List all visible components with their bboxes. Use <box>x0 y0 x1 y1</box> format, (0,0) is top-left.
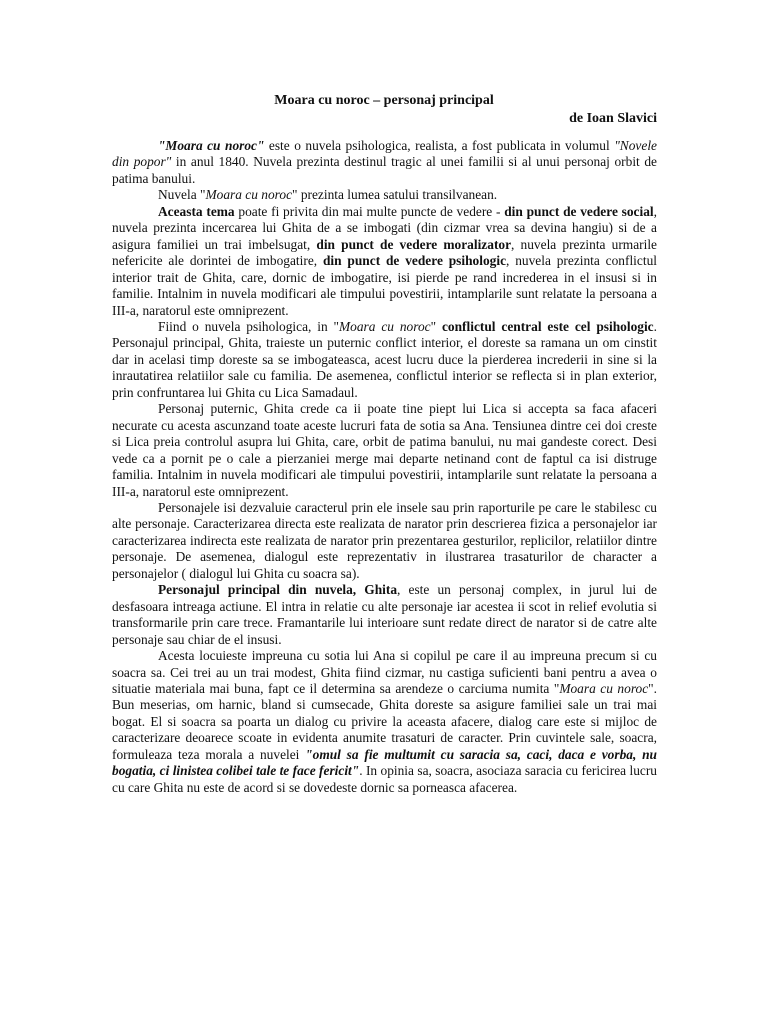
text-run: " prezinta lumea satului transilvanean. <box>292 187 498 203</box>
paragraph <box>112 319 657 401</box>
text-run: . Personajul principal, Ghita, traieste un puternic conflict interior, el doreste sa ramana un om cinstit dar in acelasi timp doreste sa se imbogateasca, acest lucru duce la pierderea increderii in sine si la inrautatirea relatiilor sale cu familia. De asemenea, conflictul interior se reflecta si in plan exterior, prin confruntarea lui Ghita cu Lica Samadaul. <box>112 318 657 400</box>
text-run: . In opinia sa, soacra, asociaza saracia cu fericirea lucru cu care Ghita nu este de acord si se dovedeste dornic sa porneasca afacerea. <box>112 763 657 795</box>
text-run: Nuvela " <box>158 187 206 203</box>
emphasis-text: "omul sa fie multumit cu saracia sa, caci, daca e vorba, nu bogatia, ci linistea colibei tale te face fericit" <box>112 746 657 779</box>
text-run: in anul 1840. Nuvela prezinta destinul tragic al unei familii si al unui personaj orbit de patima banului. <box>112 154 657 186</box>
text-run: , nuvela prezinta conflictul interior trait de Ghita, care, dornic de imbogatire, isi pierde pe rand increderea in el insusi si in familie. Intalnim in nuvela modificari ale timpului povestirii, intamplarile sunt relatate la persoana a III-a, naratorul este omniprezent. <box>112 253 657 318</box>
text-run: , nuvela prezinta urmarile nefericite ale dorintei de imbogatire, <box>112 236 657 269</box>
emphasis-text: din punct de vedere psihologic <box>322 253 507 269</box>
text-run: ". Bun meserias, om harnic, bland si cumsecade, Ghita doreste sa asigure familiei sale un trai mai bogat. El si soacra sa poarta un dialog cu privire la aceasta afacere, dialog care este si mijloc de caracterizare deoarece scoate in evidenta anumite trasaturi de caracter. Prin cuvintele sale, soacra, formuleaza teza morala a nuvelei <box>112 680 657 762</box>
paragraph <box>112 138 657 187</box>
emphasis-text: Moara cu noroc <box>339 318 431 334</box>
document-body <box>112 138 657 796</box>
author-line: de Ioan Slavici <box>569 111 657 126</box>
emphasis-text: Moara cu noroc <box>559 680 649 696</box>
text-run: Fiind o nuvela psihologica, in " <box>158 318 340 334</box>
paragraph <box>112 401 657 500</box>
text-run: , nuvela prezinta incercarea lui Ghita de a se imbogati (din cizmar vrea sa devina hangiu) si de a asigura familiei un trai imbelsugat, <box>112 203 657 252</box>
paragraph <box>112 500 657 582</box>
emphasis-text: Personajul principal din nuvela, Ghita <box>158 582 398 598</box>
page-title: Moara cu noroc – personaj principal <box>274 93 494 108</box>
text-run: Acesta locuieste impreuna cu sotia lui Ana si copilul pe care il au impreuna precum si cu soacra sa. Cei trei au un trai modest, Ghita fiind cizmar, nu castiga suficienti bani pentru a avea o situatie materiala mai buna, fapt ce il determina sa arendeze o carciuma numita " <box>112 648 657 696</box>
emphasis-text: "Novele din popor" <box>112 138 657 170</box>
emphasis-text: Aceasta tema <box>158 203 235 219</box>
emphasis-text: "Moara cu noroc" <box>158 138 265 153</box>
text-run: , este un personaj complex, in jurul lui de desfasoara intreaga actiune. El intra in relatie cu alte personaje iar acestea ii scot in relief evolutia si transformarile prin care trece. Framantarile lui interioare sunt redate direct de narator si de catre alte personaje sau chiar de el insusi. <box>112 582 657 647</box>
emphasis-text: conflictul central este cel psihologic <box>441 318 654 334</box>
paragraph <box>112 648 657 796</box>
emphasis-text: din punct de vedere moralizator <box>316 236 512 252</box>
emphasis-text: din punct de vedere social <box>504 203 654 219</box>
text-run: Personaj puternic, Ghita crede ca ii poate tine piept lui Lica si accepta sa faca afaceri necurate cu acesta ascunzand toate aceste lucruri fata de sotia sa Ana. Tensiunea dintre cei doi creste si Lica preia controlul asupra lui Ghita, care, orbit de patima banului, nu mai gandeste corect. Desi vede ca a pornit pe o cale a pierzaniei merge mai departe netinand cont de faptul ca isi distruge familia. Intalnim in nuvela modificari ale timpului povestirii, intamplarile sunt relatate la persoana a III-a, naratorul este omniprezent. <box>112 401 657 499</box>
text-run: este o nuvela psihologica, realista, a fost publicata in volumul <box>264 138 615 153</box>
emphasis-text: Moara cu noroc <box>205 187 293 203</box>
text-run: Personajele isi dezvaluie caracterul prin ele insele sau prin raporturile pe care le stabilesc cu alte personaje. Caracterizarea directa este realizata de narator prin descrierea fizica a personajelor iar caracterizarea indirecta este realizata de narator prin prezentarea gesturilor, replicilor, relatiilor dintre personaje. De asemenea, dialogul este reprezentativ in ilustrarea trasaturilor de character a personajelor ( dialogul lui Ghita cu soacra sa). <box>112 499 657 581</box>
paragraph <box>112 204 657 319</box>
paragraph <box>112 582 657 648</box>
text-run: " <box>430 318 442 334</box>
text-run: poate fi privita din mai multe puncte de vedere - <box>234 203 505 219</box>
paragraph <box>112 187 657 203</box>
